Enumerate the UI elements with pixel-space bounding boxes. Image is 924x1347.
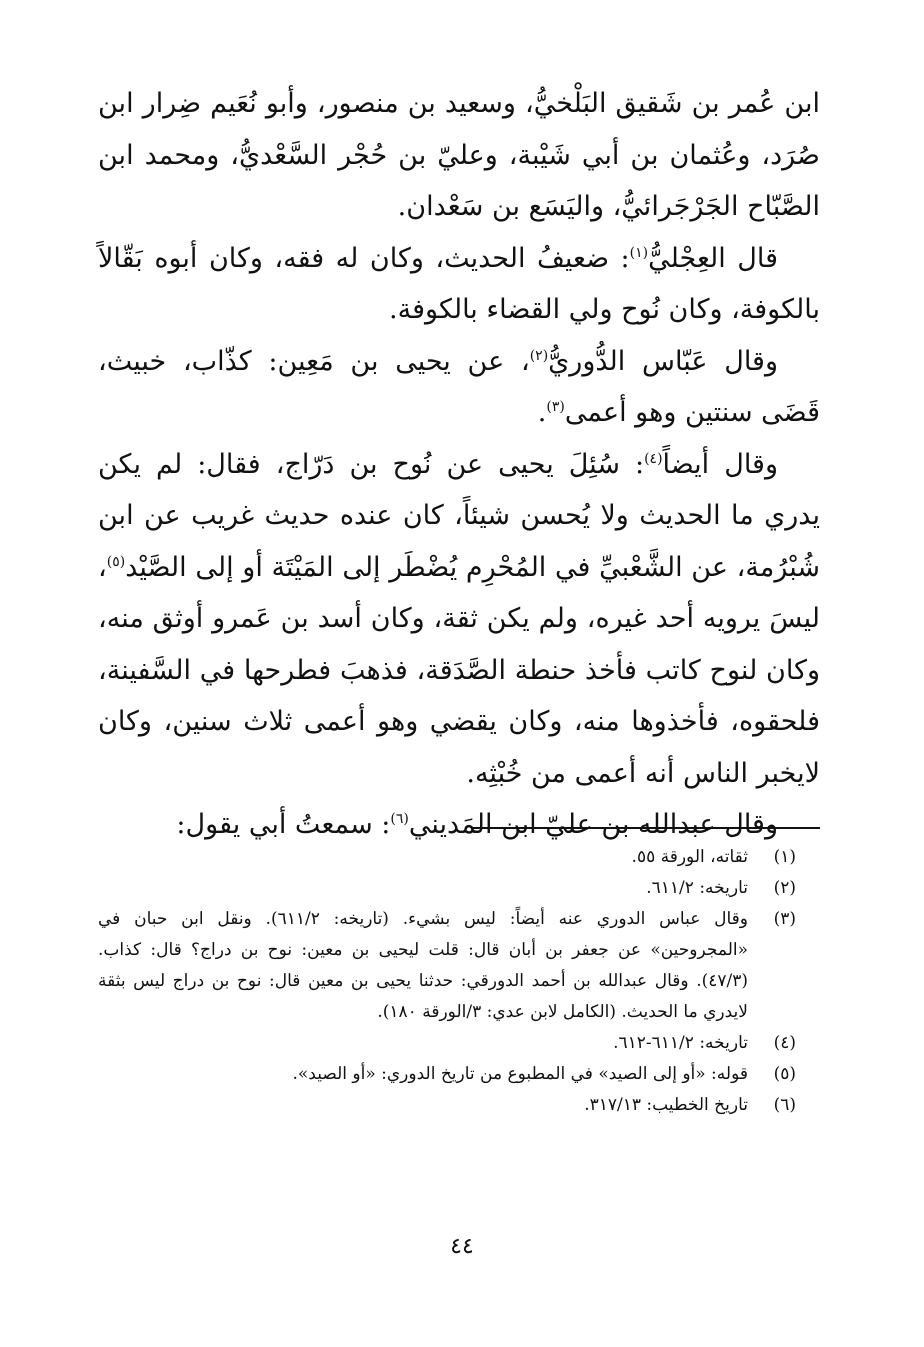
footnote-ref: (١): [629, 244, 649, 261]
footnote-6: [98, 1090, 796, 1121]
footnote-text: تاريخ الخطيب: ٣١٧/١٣.: [584, 1095, 748, 1115]
footnote-ref: (٢): [529, 347, 549, 364]
page-number: ٤٤: [450, 1234, 474, 1259]
footnote-ref: (٣): [546, 399, 565, 415]
paragraph-4: [98, 439, 820, 800]
paragraph-text: : سُئِلَ يحيى عن نُوح بن دَرّاج، فقال: لم يكن يدري ما الحديث ولا يُحسن شيئاً، كان عنده حديث غريب عن ابن شُبْرُمة، عن الشَّعْبيِّ في المُحْرِم يُضْطَر إلى المَيْتَة أو إلى الصَّيْد: [98, 448, 820, 583]
footnote-divider: [472, 827, 820, 829]
footnote-number: (٦): [773, 1095, 796, 1115]
footnote-4: [98, 1028, 796, 1059]
footnote-text: وقال عباس الدوري عنه أيضاً: ليس بشيء. (تاريخه: ٦١١/٢). ونقل ابن حبان في «المجروحين» عن جعفر بن أبان قال: قلت ليحيى بن معين: نوح بن دراج؟ قال: كذاب. (٤٧/٣). وقال عبدالله بن أحمد الدورقي: حدثنا يحيى بن معين قال: نوح بن دراج ليس بثقة لايدري ما الحديث. (الكامل لابن عدي: ٣/الورقة ١٨٠).: [98, 909, 749, 1022]
footnote-text: قوله: «أو إلى الصيد» في المطبوع من تاريخ الدوري: «أو الصيد».: [292, 1064, 748, 1084]
main-text: [98, 78, 820, 851]
paragraph-2: [98, 233, 820, 336]
footnote-5: [98, 1059, 796, 1090]
footnote-number: (٢): [773, 878, 796, 898]
paragraph-text: وقال أيضاً: [662, 448, 778, 480]
paragraph-text: .: [537, 397, 547, 428]
paragraph-text: وقال عبدالله بن عليّ ابن المَديني: [408, 809, 778, 840]
footnotes: [98, 842, 796, 1121]
footnote-text: تاريخه: ٦١١/٢.: [646, 878, 748, 898]
paragraph-text: ابن عُمر بن شَقيق البَلْخيُّ، وسعيد بن منصور، وأبو نُعَيم ضِرار ابن صُرَد، وعُثمان بن أبي شَيْبة، وعليّ بن حُجْر السَّعْديُّ، ومحمد ابن الصَّبّاح الجَرْجَرائيُّ، واليَسَع بن سَعْدان.: [98, 88, 820, 222]
paragraph-3: [98, 336, 820, 439]
footnote-1: [98, 842, 796, 873]
paragraph-text: قال العِجْليُّ: [648, 242, 778, 274]
footnote-number: (٥): [773, 1064, 796, 1084]
paragraph-text: ، ليسَ يرويه أحد غيره، ولم يكن ثقة، وكان أسد بن عَمرو أوثق منه، وكان لنوح كاتب فأخذ حنطة الصَّدَقة، فذهبَ فطرحها في السَّفينة، فلحقوه، فأخذوها منه، وكان يقضي وهو أعمى ثلاث سنين، وكان لايخبر الناس أنه أعمى من خُبْثِه.: [98, 551, 820, 789]
footnote-number: (٤): [773, 1033, 796, 1053]
footnote-ref: (٤): [644, 450, 663, 467]
footnote-text: ثقاته، الورقة ٥٥.: [631, 847, 748, 867]
paragraph-text: ، عن يحيى بن مَعِين: كذّاب، خبيث، قَضَى سنتين وهو أعمى: [98, 345, 820, 428]
footnote-number: (١): [773, 847, 796, 867]
footnote-ref: (٥): [106, 553, 126, 570]
paragraph-text: : سمعتُ أبي يقول:: [176, 809, 391, 840]
footnote-ref: (٦): [390, 811, 409, 827]
footnote-3: [98, 904, 796, 1028]
footnote-text: تاريخه: ٦١١/٢-٦١٢.: [613, 1033, 748, 1053]
footnote-number: (٣): [773, 909, 796, 929]
footnote-2: [98, 873, 796, 904]
paragraph-text: وقال عَبّاس الدُّوريُّ: [548, 345, 778, 377]
paragraph-1: [98, 78, 820, 233]
paragraph-text: : ضعيفُ الحديث، وكان له فقه، وكان أبوه بَقّالاً بالكوفة، وكان نُوح ولي القضاء بالكوفة.: [98, 242, 820, 325]
